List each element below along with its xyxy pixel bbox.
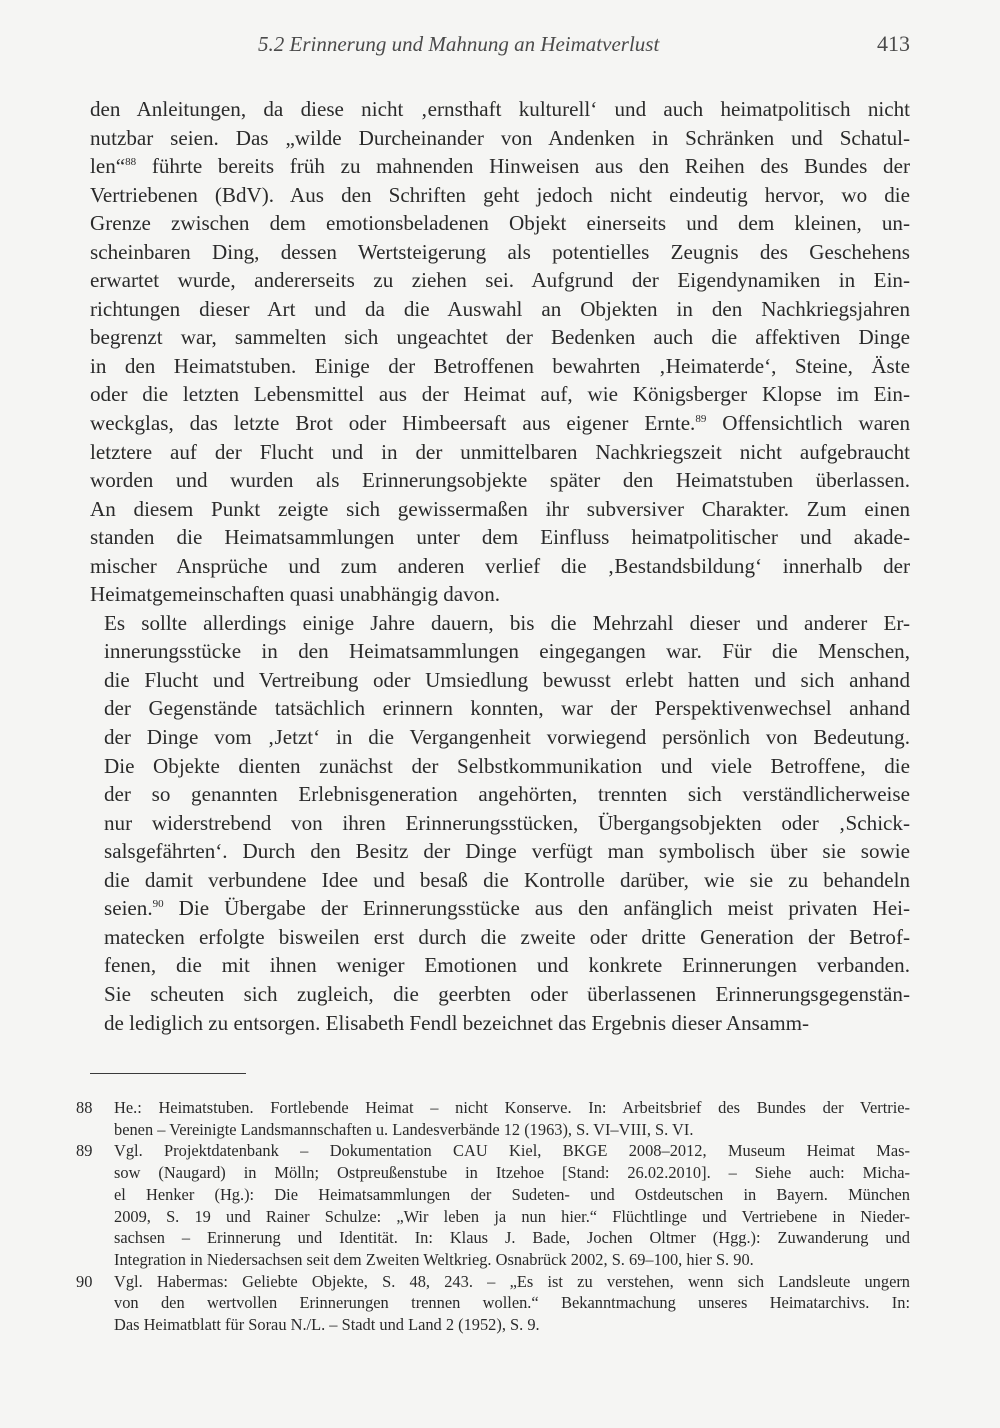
text-line: standen die Heimatsammlungen unter dem Einfluss heimatpolitischer und akade- <box>90 525 910 550</box>
text-line: An diesem Punkt zeigte sich gewissermaßen ihr subversiver Charakter. Zum einen <box>90 496 910 521</box>
text-line: die damit verbundene Idee und besaß die Kontrolle darüber, wie sie zu behandeln <box>104 867 910 892</box>
text-line: in den Heimatstuben. Einige der Betroffenen bewahrten ‚Heimaterde‘, Steine, Äste <box>90 353 910 378</box>
page-number: 413 <box>877 31 910 56</box>
body-paragraph <box>90 95 910 609</box>
text-line: scheinbaren Ding, dessen Wertsteigerung als potentielles Zeugnis des Geschehens <box>90 239 910 264</box>
footnote-marker: 88 <box>125 156 137 169</box>
running-header <box>258 31 910 61</box>
text-line: nur widerstrebend von ihren Erinnerungsstücken, Übergangsobjekten oder ‚Schick- <box>104 810 910 835</box>
footnote-line: el Henker (Hg.): Die Heimatsammlungen der Sudeten- und Ostdeutschen in Bayern. München <box>114 1184 910 1204</box>
footnote-line: benen – Vereinigte Landsmannschaften u. Landesverbände 12 (1963), S. VI–VIII, S. VI. <box>114 1119 694 1139</box>
footnotes <box>76 1097 910 1336</box>
footnote-line: 2009, S. 19 und Rainer Schulze: „Wir leben ja nun hier.“ Flüchtlinge und Vertriebene in Nieder- <box>114 1206 910 1226</box>
text-line: der Gegenstände tatsächlich erinnern konnten, war der Perspektivenwechsel anhand <box>104 696 910 721</box>
text-line: letztere auf der Flucht und in der unmittelbaren Nachkriegszeit nicht aufgebraucht <box>90 439 910 464</box>
footnote <box>76 1097 910 1140</box>
text-line: salsgefährten‘. Durch den Besitz der Dinge verfügt man symbolisch über sie sowie <box>104 839 910 864</box>
footnote-number: 88 <box>76 1098 93 1117</box>
body-text <box>90 95 910 1037</box>
text-line: der Dinge vom ‚Jetzt‘ in die Vergangenheit vorwiegend persönlich von Bedeutung. <box>104 725 910 750</box>
text-line: die Flucht und Vertreibung oder Umsiedlung bewusst erlebt hatten und sich anhand <box>104 667 910 692</box>
text-line: erwartet wurde, andererseits zu ziehen sei. Aufgrund der Eigendynamiken in Ein- <box>90 268 910 293</box>
footnote-marker: 90 <box>152 898 164 911</box>
footnote <box>76 1140 910 1270</box>
footnote-line: von den wertvollen Erinnerungen trennen wollen.“ Bekanntmachung unseres Heimatarchivs. In: <box>114 1293 910 1313</box>
text-line: mischer Ansprüche und zum anderen verlief die ‚Bestandsbildung‘ innerhalb der <box>90 553 910 578</box>
footnote-line: Integration in Niedersachsen seit dem Zweiten Weltkrieg. Osnabrück 2002, S. 69–100, hier S. 90. <box>114 1249 754 1269</box>
footnote-separator <box>90 1073 246 1074</box>
footnote-marker: 89 <box>695 412 707 425</box>
footnote-number: 89 <box>76 1141 93 1161</box>
footnote-text <box>114 1097 910 1140</box>
footnote-line: Vgl. Habermas: Geliebte Objekte, S. 48, 243. – „Es ist zu verstehen, wenn sich Landsleute ungern <box>114 1271 910 1291</box>
text-line: Sie scheuten sich zugleich, die geerbten oder überlassenen Erinnerungsgegenstän- <box>104 981 910 1006</box>
footnote <box>76 1271 910 1336</box>
text-line: matecken erfolgte bisweilen erst durch die zweite oder dritte Generation der Betrof- <box>104 924 910 949</box>
body-paragraph <box>90 609 910 1037</box>
footnote-number: 90 <box>76 1271 93 1291</box>
text-line: len“$^{88}$ führte bereits früh zu mahnenden Hinweisen aus den Reihen des Bundes der <box>90 154 910 179</box>
text-line: seien.$^{90}$ Die Übergabe der Erinnerungsstücke aus den anfänglich meist privaten Hei- <box>104 896 910 921</box>
footnote-line: sow (Naugard) in Mölln; Ostpreußenstube in Itzehoe [Stand: 26.02.2010]. – Siehe auch: Micha- <box>114 1163 910 1183</box>
footnote-line: Vgl. Projektdatenbank – Dokumentation CAU Kiel, BKGE 2008–2012, Museum Heimat Mas- <box>114 1141 910 1161</box>
text-line: der so genannten Erlebnisgeneration angehörten, trennten sich verständlicherweise <box>104 782 910 807</box>
text-line: innerungsstücke in den Heimatsammlungen eingegangen war. Für die Menschen, <box>104 639 910 664</box>
footnote-line: He.: Heimatstuben. Fortlebende Heimat – nicht Konserve. In: Arbeitsbrief des Bundes der Vertrie- <box>114 1098 910 1117</box>
text-line: richtungen dieser Art und da die Auswahl an Objekten in den Nachkriegsjahren <box>90 296 910 321</box>
text-line: de lediglich zu entsorgen. Elisabeth Fendl bezeichnet das Ergebnis dieser Ansamm- <box>104 1010 810 1035</box>
text-line: Es sollte allerdings einige Jahre dauern, bis die Mehrzahl dieser und anderer Er- <box>104 610 910 635</box>
text-line: nutzbar seien. Das „wilde Durcheinander von Andenken in Schränken und Schatul- <box>90 125 910 150</box>
text-line: den Anleitungen, da diese nicht ‚ernsthaft kulturell‘ und auch heimatpolitisch nicht <box>90 97 910 121</box>
text-line: worden und wurden als Erinnerungsobjekte später den Heimatstuben überlassen. <box>90 468 910 493</box>
text-line: Vertriebenen (BdV). Aus den Schriften geht jedoch nicht eindeutig hervor, wo die <box>90 182 910 207</box>
text-line: oder die letzten Lebensmittel aus der Heimat auf, wie Königsberger Klopse im Ein- <box>90 382 910 407</box>
text-line: Heimatgemeinschaften quasi unabhängig davon. <box>90 582 501 607</box>
footnote-line: Das Heimatblatt für Sorau N./L. – Stadt und Land 2 (1952), S. 9. <box>114 1315 540 1335</box>
text-line: fenen, die mit ihnen weniger Emotionen und konkrete Erinnerungen verbanden. <box>104 953 910 978</box>
footnote-text <box>114 1140 910 1270</box>
text-line: Die Objekte dienten zunächst der Selbstkommunikation und viele Betroffene, die <box>104 753 910 778</box>
footnote-line: sachsen – Erinnerung und Identität. In: Klaus J. Bade, Jochen Oltmer (Hgg.): Zuwanderung und <box>114 1228 910 1248</box>
text-line: Grenze zwischen dem emotionsbeladenen Objekt einerseits und dem kleinen, un- <box>90 211 910 236</box>
text-line: weckglas, das letzte Brot oder Himbeersaft aus eigener Ernte.$^{89}$ Offensichtlich waren <box>90 411 910 436</box>
footnote-text <box>114 1271 910 1336</box>
text-line: begrenzt war, sammelten sich ungeachtet der Bedenken auch die affektiven Dinge <box>90 325 910 350</box>
running-title: 5.2 Erinnerung und Mahnung an Heimatverlust <box>258 32 660 56</box>
